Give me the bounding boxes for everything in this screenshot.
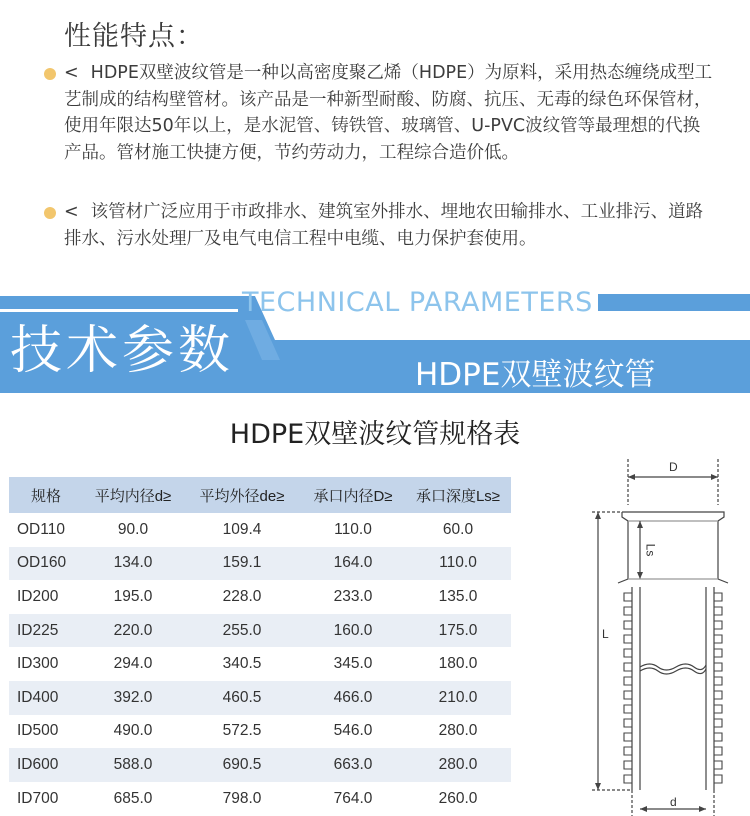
table-cell: 228.0 [222,587,262,605]
table-cell: 392.0 [83,681,183,715]
table-row [9,647,511,681]
feature-text: HDPE双壁波纹管是一种以高密度聚乙烯（HDPE）为原料，采用热态缠绕成型工艺制成的结构壁管材。该产品是一种新型耐酸、防腐、抗压、无毒的绿色环保管材，使用年限达50年以上，是水泥管、铸铁管、玻璃管、U-PVC波纹管等最理想的代换产品。管材施工快捷方便，节约劳动力，工程综合造价低。 [64,63,713,163]
column-header: 规格 [9,477,83,513]
table-row [9,614,511,648]
table-cell: 460.5 [183,681,301,715]
spec-table [9,477,511,815]
table-cell: 764.0 [333,789,373,807]
pipe-diagram [578,455,750,816]
table-cell: 90.0 [117,520,149,538]
feature-mark: < [64,202,79,222]
table-cell: ID500 [17,722,59,740]
column-header: 承口深度Ls≥ [405,477,511,513]
table-cell: 588.0 [83,748,183,782]
table-cell: 164.0 [301,547,405,581]
table-row [9,547,511,581]
table-cell: 109.4 [222,520,262,538]
table-cell: 135.0 [438,587,478,605]
table-cell: 260.0 [438,789,478,807]
banner-chinese-title: 技术参数 [10,321,235,381]
feature-text: 该管材广泛应用于市政排水、建筑室外排水、埋地农田输排水、工业排污、道路排水、污水处理厂及电气电信工程中电缆、电力保护套使用。 [64,202,704,249]
table-cell: 110.0 [405,547,511,581]
table-row [9,513,511,547]
table-cell: 160.0 [301,614,405,648]
table-cell: 663.0 [301,748,405,782]
table-cell: 210.0 [405,681,511,715]
table-row [9,748,511,782]
table-cell: 60.0 [442,520,474,538]
table-cell: 255.0 [183,614,301,648]
table-cell: 572.5 [222,722,262,740]
table-cell: 280.0 [405,748,511,782]
table-cell: 195.0 [113,587,153,605]
table-cell: 466.0 [301,681,405,715]
table-cell: 280.0 [438,722,478,740]
table-row [9,782,511,816]
table-cell: ID200 [17,587,59,605]
column-header: 承口内径D≥ [301,477,405,513]
table-cell: 134.0 [83,547,183,581]
table-cell: 345.0 [333,655,373,673]
table-row [9,681,511,715]
table-cell: ID300 [17,655,59,673]
diagram-label-D: D [669,460,678,474]
features-title: 性能特点： [64,21,204,52]
table-cell: 159.1 [183,547,301,581]
diagram-label-Ls: Ls [643,543,658,557]
table-cell: 685.0 [113,789,153,807]
table-cell: 546.0 [333,722,373,740]
banner-english-title: TECHNICAL PARAMETERS [242,287,593,318]
table-cell: 220.0 [83,614,183,648]
table-cell: ID600 [9,748,83,782]
table-cell: ID225 [9,614,83,648]
table-cell: 798.0 [222,789,262,807]
table-cell: 233.0 [333,587,373,605]
diagram-label-d: d [670,795,677,809]
table-cell: OD110 [17,520,65,538]
table-cell: ID400 [9,681,83,715]
table-cell: 690.5 [183,748,301,782]
table-row [9,580,511,614]
feature-mark: < [64,63,79,83]
table-cell: 180.0 [438,655,478,673]
table-cell: 110.0 [334,520,372,538]
table-cell: ID700 [17,789,59,807]
banner-subtitle: HDPE双壁波纹管 [415,357,656,393]
table-header-row [9,477,511,513]
column-header: 平均内径d≥ [83,477,183,513]
table-row [9,715,511,749]
table-cell: OD160 [9,547,83,581]
table-cell: 175.0 [405,614,511,648]
table-cell: 490.0 [113,722,153,740]
diagram-label-L: L [602,627,609,641]
table-cell: 294.0 [113,655,153,673]
table-cell: 340.5 [222,655,262,673]
table-title: HDPE双壁波纹管规格表 [229,419,521,450]
column-header: 平均外径de≥ [183,477,301,513]
